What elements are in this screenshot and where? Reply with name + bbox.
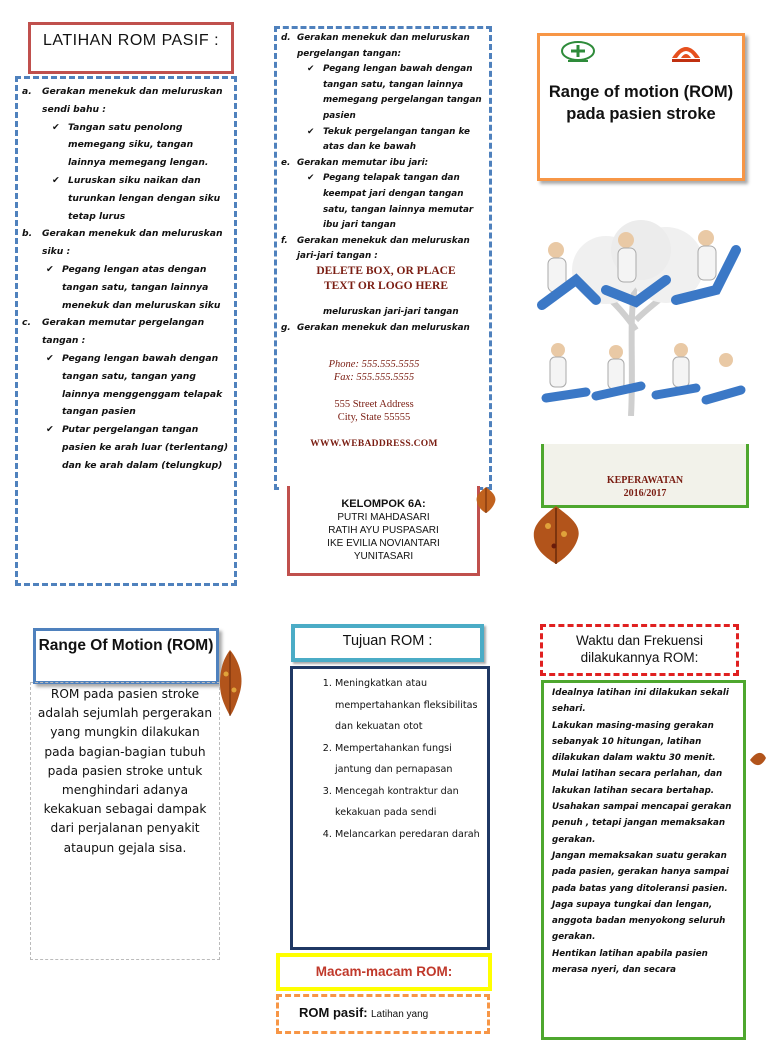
check-item: ✔ Tangan satu penolong memegang siku, tangan lainnya memegang lengan. [68, 119, 230, 172]
latihan-list-box [15, 76, 237, 586]
rom-exercise-illustration [536, 210, 752, 416]
check-item: ✔ Pegang lengan bawah dengan tangan satu, tangan yang lainnya menggenggam telapak tangan pasien [62, 350, 230, 421]
member-name: RATIH AYU PUSPASARI [328, 525, 439, 536]
autumn-leaf-icon [528, 504, 584, 566]
tujuan-item: 3. Mencegah kontraktur dan kekakuan pada sendi [335, 781, 481, 824]
cover-title: Range of motion (ROM) pada pasien stroke [548, 83, 734, 123]
cover-title-box [537, 33, 745, 181]
tujuan-list-box [290, 666, 490, 950]
latihan-title: LATIHAN ROM PASIF : [42, 32, 220, 49]
street-text: 555 Street Address [334, 399, 414, 410]
autumn-leaf-icon [216, 648, 246, 718]
rom-pasif-box [276, 994, 490, 1034]
academic-year: 2016/2017 [623, 488, 667, 499]
latihan-item-c: c. Gerakan memutar pergelangan tangan : ✔ Pegang lengan bawah dengan tangan satu, tangan yang lainnya menggenggam telapak tangan pasien ✔ Putar pergelangan tangan pasien ke arah luar (terlentang) dan ke arah dalam (telungkup) [22, 314, 230, 474]
member-name: PUTRI MAHDASARI [337, 512, 430, 523]
macam-title-box [276, 953, 492, 991]
waktu-item: Mulai latihan secara perlahan, dan lakukan latihan secara bertahap. [552, 769, 723, 796]
f-tail: meluruskan jari-jari tangan [323, 306, 459, 317]
kelompok-title: KELOMPOK 6A: [341, 498, 426, 510]
dept-box [541, 444, 749, 508]
phone-text: Phone: 555.555.5555 [328, 359, 420, 370]
kelompok-box [287, 486, 480, 576]
check-item: ✔ Pegang lengan atas dengan tangan satu, tangan lainnya menekuk dan meluruskan siku [62, 261, 230, 314]
tujuan-title-box [291, 624, 484, 662]
latihan-title-box [28, 22, 234, 74]
autumn-leaf-icon [474, 486, 498, 514]
waktu-item: Lakukan masing-masing gerakan sebanyak 10 hitungan, latihan dilakukan dalam waktu 30 menit. [552, 720, 716, 764]
logo-left-icon [560, 40, 596, 64]
check-item: ✔ Pegang lengan bawah dengan tangan satu, tangan lainnya memegang pergelangan tangan pasien [323, 62, 485, 124]
waktu-list [548, 685, 739, 978]
fax-text: Fax: 555.555.5555 [333, 372, 415, 383]
member-name: YUNITASARI [353, 551, 414, 562]
tujuan-title: Tujuan ROM : [342, 633, 433, 649]
check-item: ✔ Tekuk pergelangan tangan ke atas dan ke bawah [323, 125, 485, 156]
tujuan-item: 1. Meningkatkan atau mempertahankan fleksibilitas dan kekuatan otot [335, 673, 481, 738]
macam-title: Macam-macam ROM: [315, 964, 453, 979]
waktu-item: Jangan memaksakan suatu gerakan pada pasien, gerakan hanya sampai pada batas yang ditoleransi pasien. [552, 850, 729, 894]
continued-list-box: d. Gerakan menekuk dan meluruskan pergelangan tangan: ✔ Pegang lengan bawah dengan tangan satu, tangan lainnya memegang pergelangan tangan pasien ✔ Tekuk pergelangan tangan ke atas dan ke bawah e. Gerakan memutar ibu jari: ✔ Pegang telapak tangan dan keempat jari dengan tangan satu, tangan lainnya memutar ibu jari tangan f. Gerakan menekuk dan meluruskan jari-jari tangan : meluruskan jari-jari tangan g. Gerakan menekuk dan meluruskan [274, 26, 492, 490]
waktu-item: Usahakan sampai mencapai gerakan penuh , tetapi jangan memaksakan gerakan. [552, 802, 732, 845]
member-name: IKE EVILIA NOVIANTARI [327, 538, 440, 549]
check-item: ✔ Luruskan siku naikan dan turunkan lengan dengan siku tetap lurus [68, 172, 230, 225]
waktu-item: Jaga supaya tungkai dan lengan, anggota badan menyokong seluruh gerakan. [552, 899, 726, 943]
latihan-item-a: a. Gerakan menekuk dan meluruskan sendi bahu : ✔ Tangan satu penolong memegang siku, tangan lainnya memegang lengan. ✔ Luruskan siku naikan dan turunkan lengan dengan siku tetap lurus [22, 83, 230, 225]
check-item: ✔ Putar pergelangan tangan pasien ke arah luar (terlentang) dan ke arah dalam (telungkup) [62, 421, 230, 474]
web-address[interactable]: WWW.WEBADDRESS.COM [310, 439, 438, 449]
logo-right-icon [668, 40, 704, 64]
autumn-leaf-icon [748, 740, 768, 780]
city-text: City, State 55555 [337, 412, 411, 423]
waktu-item: Hentikan latihan apabila pasien merasa nyeri, dan secara [552, 948, 708, 976]
check-item: ✔ Pegang telapak tangan dan keempat jari dengan tangan satu, tangan lainnya memutar ibu jari tangan [323, 171, 485, 233]
waktu-title-box [540, 624, 739, 676]
tujuan-item: 2. Mempertahankan fungsi jantung dan pernapasan [335, 738, 481, 781]
tujuan-item: 4. Melancarkan peredaran darah [335, 824, 481, 846]
rom-definition-box [30, 682, 220, 960]
latihan-item-b: b. Gerakan menekuk dan meluruskan siku : ✔ Pegang lengan atas dengan tangan satu, tangan lainnya menekuk dan meluruskan siku [22, 225, 230, 314]
waktu-list-box [541, 680, 746, 1040]
rom-title-box [33, 628, 219, 684]
dept-name: KEPERAWATAN [606, 475, 684, 486]
address-card [279, 332, 469, 496]
waktu-title: Waktu dan Frekuensi dilakukannya ROM: [575, 633, 704, 665]
waktu-item: Idealnya latihan ini dilakukan sekali sehari. [552, 688, 729, 715]
rom-pasif-label: ROM pasif: [299, 1005, 368, 1020]
rom-pasif-text: Latihan yang [370, 1009, 429, 1020]
rom-definition: ROM pada pasien stroke adalah sejumlah pergerakan yang mungkin dilakukan pada bagian-bagian tubuh pada pasien stroke untuk menghindari adanya kekakuan sebagai dampak dari perjalanan penyakit ataupun gejala sisa. [37, 687, 213, 855]
rom-title: Range Of Motion (ROM) [38, 637, 214, 654]
logo-placeholder[interactable]: DELETE BOX, OR PLACE TEXT OR LOGO HERE [300, 262, 472, 296]
